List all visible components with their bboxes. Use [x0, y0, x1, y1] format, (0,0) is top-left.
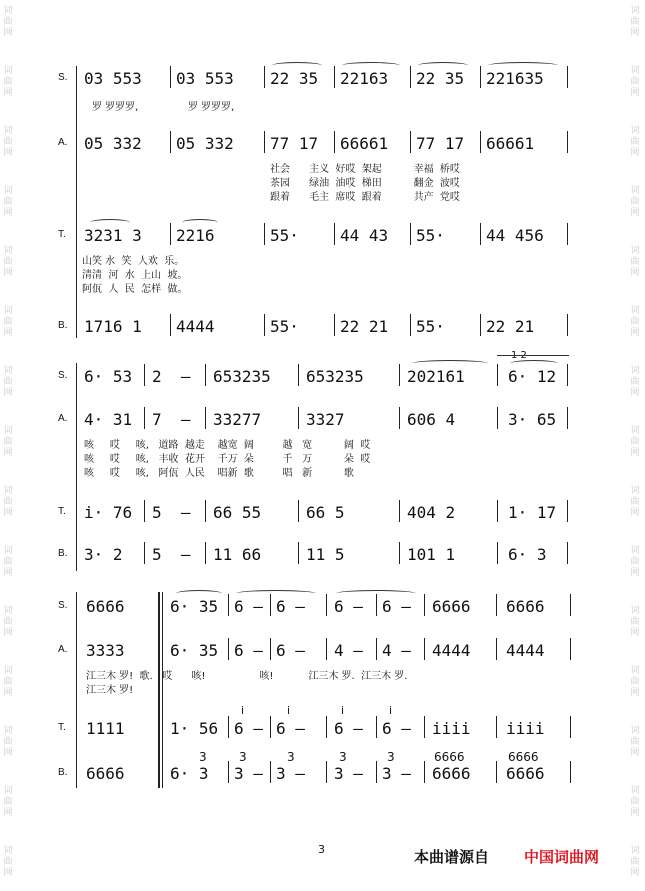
- watermark-text: 词 曲 网: [3, 306, 13, 338]
- barline: [376, 761, 377, 783]
- a1-m4: 66661: [340, 134, 389, 153]
- watermark-text: 词 曲 网: [3, 126, 13, 158]
- barline: [424, 716, 425, 738]
- page-number: 3: [318, 843, 325, 856]
- barline: [570, 638, 571, 660]
- t3-m8: iiii: [506, 719, 545, 738]
- s2-m1: 6· 53: [84, 367, 133, 386]
- watermark-text: 词 曲 网: [630, 126, 640, 158]
- t3-m4: 6 —: [276, 719, 305, 738]
- barline: [567, 314, 568, 336]
- s3-m8: 6666: [506, 597, 545, 616]
- barline: [376, 638, 377, 660]
- barline: [496, 638, 497, 660]
- voice-label-alto: A.: [58, 644, 68, 655]
- barline: [376, 716, 377, 738]
- t1-lyric-3: 阿佤 人 民 怎样 做。: [82, 284, 188, 295]
- barline: [270, 638, 271, 660]
- t3-m3: 6 —: [234, 719, 263, 738]
- b3-upper-7: 6666: [434, 750, 465, 764]
- t3-m1: 1111: [86, 719, 125, 738]
- barline: [298, 364, 299, 386]
- barline: [480, 66, 481, 88]
- barline: [170, 131, 171, 153]
- watermark-text: 词 曲 网: [630, 546, 640, 578]
- barline: [264, 223, 265, 245]
- tie-arc: [488, 62, 558, 69]
- barline: [205, 364, 206, 386]
- watermark-text: 词 曲 网: [630, 246, 640, 278]
- watermark-text: 词 曲 网: [3, 546, 13, 578]
- b2-m4: 11 5: [306, 545, 345, 564]
- b1-m1: 1716 1: [84, 317, 142, 336]
- b3-m1: 6666: [86, 764, 125, 783]
- tie-arc: [176, 590, 222, 597]
- b3-upper-4: 3: [339, 750, 347, 764]
- t2-m4: 66 5: [306, 503, 345, 522]
- barline: [270, 716, 271, 738]
- a3-m1: 3333: [86, 641, 125, 660]
- voice-label-tenor: T.: [58, 229, 66, 240]
- barline: [567, 407, 568, 429]
- barline: [480, 314, 481, 336]
- a3-m4: 6 —: [276, 641, 305, 660]
- barline: [570, 594, 571, 616]
- a1-lyric-1: 社会 主义 好哎 架起 幸福 桥哎: [270, 164, 460, 175]
- barline: [144, 407, 145, 429]
- t1-m1: 3231 3: [84, 226, 142, 245]
- a2-m1: 4· 31: [84, 410, 133, 429]
- barline: [170, 223, 171, 245]
- b3-m5: 3 —: [334, 764, 363, 783]
- s1-m1: 03 553: [84, 69, 142, 88]
- s3-m5: 6 —: [334, 597, 363, 616]
- b1-m5: 55·: [416, 317, 445, 336]
- a2-lyric-2: 咳 哎 咳, 丰收 花开 千万 朵 千 万 朵 哎: [84, 454, 371, 465]
- barline: [326, 638, 327, 660]
- t1-m5: 55·: [416, 226, 445, 245]
- barline: [334, 223, 335, 245]
- t3-m7: iiii: [432, 719, 471, 738]
- barline: [144, 500, 145, 522]
- voice-label-soprano: S.: [58, 600, 68, 611]
- barline: [480, 131, 481, 153]
- a3-lyric-2: 江三木 罗!: [86, 685, 134, 696]
- barline: [567, 66, 568, 88]
- watermark-text: 词 曲 网: [3, 246, 13, 278]
- t3-upper-4: i: [389, 704, 393, 717]
- barline: [326, 594, 327, 616]
- barline: [326, 716, 327, 738]
- barline: [497, 407, 498, 429]
- watermark-text: 词 曲 网: [630, 186, 640, 218]
- a1-m5: 77 17: [416, 134, 465, 153]
- t1-m3: 55·: [270, 226, 299, 245]
- barline: [424, 638, 425, 660]
- barline: [497, 542, 498, 564]
- a2-lyric-3: 咳 哎 咳, 阿佤 人民 唱新 歌 唱 新 歌: [84, 468, 354, 479]
- barline: [480, 223, 481, 245]
- watermark-text: 词 曲 网: [3, 846, 13, 878]
- barline: [570, 761, 571, 783]
- a2-lyric-1: 咳 哎 咳, 道路 越走 越宽 阔 越 宽 阔 哎: [84, 440, 371, 451]
- a2-m2: 7 —: [152, 410, 191, 429]
- watermark-text: 词 曲 网: [3, 486, 13, 518]
- barline: [567, 223, 568, 245]
- watermark-text: 词 曲 网: [3, 786, 13, 818]
- tie-arc: [510, 360, 558, 367]
- tie-arc: [272, 62, 322, 69]
- b2-m6: 6· 3: [508, 545, 547, 564]
- a3-lyric-1: 江三木 罗! 歌. 哎 咳! 咳! 江三木 罗. 江三木 罗.: [86, 671, 408, 682]
- watermark-text: 词 曲 网: [630, 486, 640, 518]
- barline: [497, 500, 498, 522]
- watermark-text: 词 曲 网: [630, 846, 640, 878]
- s3-m7: 6666: [432, 597, 471, 616]
- voice-label-bass: B.: [58, 767, 68, 778]
- voice-label-soprano: S.: [58, 370, 68, 381]
- barline: [326, 761, 327, 783]
- watermark-text: 词 曲 网: [630, 606, 640, 638]
- barline: [264, 131, 265, 153]
- barline: [170, 314, 171, 336]
- barline: [410, 66, 411, 88]
- t3-upper-2: i: [287, 704, 291, 717]
- barline: [399, 500, 400, 522]
- t2-m1: i· 76: [84, 503, 133, 522]
- t2-m5: 404 2: [407, 503, 456, 522]
- s2-m5: 202161: [407, 367, 465, 386]
- barline: [496, 761, 497, 783]
- barline: [144, 364, 145, 386]
- s1-m3: 22 35: [270, 69, 319, 88]
- b3-m2: 6· 3: [170, 764, 209, 783]
- barline: [264, 314, 265, 336]
- b3-upper-8: 6666: [508, 750, 539, 764]
- watermark-text: 词 曲 网: [630, 66, 640, 98]
- t1-m2: 2216: [176, 226, 215, 245]
- barline: [410, 314, 411, 336]
- s1-lyric-b: 罗 罗罗罗,: [188, 102, 235, 113]
- b3-upper-1: 3: [199, 750, 207, 764]
- a2-m3: 33277: [213, 410, 262, 429]
- repeat-barline: [162, 592, 163, 788]
- watermark-text: 词 曲 网: [3, 426, 13, 458]
- barline: [376, 594, 377, 616]
- tie-arc: [182, 219, 218, 226]
- barline: [497, 364, 498, 386]
- b3-m6: 3 —: [382, 764, 411, 783]
- volta-bracket: [497, 355, 569, 356]
- b1-m6: 22 21: [486, 317, 535, 336]
- barline: [228, 638, 229, 660]
- barline: [570, 716, 571, 738]
- barline: [205, 407, 206, 429]
- b3-upper-5: 3: [387, 750, 395, 764]
- t2-m3: 66 55: [213, 503, 262, 522]
- voice-label-tenor: T.: [58, 506, 66, 517]
- watermark-text: 词 曲 网: [630, 786, 640, 818]
- t1-lyric-2: 清清 河 水 上山 坡。: [82, 270, 188, 281]
- s1-m2: 03 553: [176, 69, 234, 88]
- footer-source-label: 本曲谱源自: [414, 848, 490, 866]
- voice-label-tenor: T.: [58, 722, 66, 733]
- volta-numbers: 1 2: [511, 350, 527, 361]
- a1-m6: 66661: [486, 134, 535, 153]
- barline: [410, 131, 411, 153]
- barline: [399, 407, 400, 429]
- watermark-text: 词 曲 网: [630, 726, 640, 758]
- b2-m3: 11 66: [213, 545, 262, 564]
- barline: [334, 314, 335, 336]
- tie-arc: [236, 590, 316, 597]
- watermark-text: 词 曲 网: [630, 306, 640, 338]
- barline: [567, 364, 568, 386]
- watermark-text: 词 曲 网: [3, 66, 13, 98]
- s3-m2: 6· 35: [170, 597, 219, 616]
- barline: [270, 761, 271, 783]
- b3-upper-2: 3: [239, 750, 247, 764]
- t3-upper-3: i: [341, 704, 345, 717]
- a1-m3: 77 17: [270, 134, 319, 153]
- t3-m5: 6 —: [334, 719, 363, 738]
- b3-m3: 3 —: [234, 764, 263, 783]
- barline: [334, 66, 335, 88]
- watermark-text: 词 曲 网: [3, 6, 13, 38]
- barline: [334, 131, 335, 153]
- barline: [567, 131, 568, 153]
- barline: [270, 594, 271, 616]
- barline: [144, 542, 145, 564]
- s2-m6: 6· 12: [508, 367, 557, 386]
- barline: [228, 761, 229, 783]
- barline: [228, 594, 229, 616]
- a2-m4: 3327: [306, 410, 345, 429]
- barline: [496, 594, 497, 616]
- barline: [567, 542, 568, 564]
- t1-m4: 44 43: [340, 226, 389, 245]
- barline: [298, 407, 299, 429]
- s3-m4: 6 —: [276, 597, 305, 616]
- a3-m7: 4444: [432, 641, 471, 660]
- b2-m2: 5 —: [152, 545, 191, 564]
- tie-arc: [412, 360, 488, 367]
- barline: [424, 761, 425, 783]
- barline: [205, 542, 206, 564]
- a1-m1: 05 332: [84, 134, 142, 153]
- b3-upper-3: 3: [287, 750, 295, 764]
- s3-m3: 6 —: [234, 597, 263, 616]
- b2-m5: 101 1: [407, 545, 456, 564]
- voice-label-soprano: S.: [58, 72, 68, 83]
- tie-arc: [342, 62, 400, 69]
- watermark-text: 词 曲 网: [3, 606, 13, 638]
- watermark-text: 词 曲 网: [3, 186, 13, 218]
- b1-m2: 4444: [176, 317, 215, 336]
- t1-m6: 44 456: [486, 226, 544, 245]
- b2-m1: 3· 2: [84, 545, 123, 564]
- voice-label-alto: A.: [58, 413, 68, 424]
- barline: [567, 500, 568, 522]
- s1-m6: 221635: [486, 69, 544, 88]
- voice-label-bass: B.: [58, 320, 68, 331]
- footer-site-name: 中国词曲网: [524, 848, 600, 866]
- s1-m4: 22163: [340, 69, 389, 88]
- watermark-text: 词 曲 网: [630, 6, 640, 38]
- a3-m2: 6· 35: [170, 641, 219, 660]
- s1-m5: 22 35: [416, 69, 465, 88]
- barline: [298, 542, 299, 564]
- voice-label-bass: B.: [58, 548, 68, 559]
- watermark-text: 词 曲 网: [630, 366, 640, 398]
- t2-m2: 5 —: [152, 503, 191, 522]
- barline: [228, 716, 229, 738]
- a3-m8: 4444: [506, 641, 545, 660]
- b3-m7: 6666: [432, 764, 471, 783]
- a1-lyric-3: 跟着 毛主 席哎 跟着 共产 党哎: [270, 192, 460, 203]
- barline: [410, 223, 411, 245]
- barline: [496, 716, 497, 738]
- barline: [399, 364, 400, 386]
- tie-arc: [90, 219, 130, 226]
- s2-m4: 653235: [306, 367, 364, 386]
- t1-lyric-1: 山笑 水 笑 人欢 乐。: [82, 256, 185, 267]
- voice-label-alto: A.: [58, 137, 68, 148]
- barline: [170, 66, 171, 88]
- s2-m2: 2 —: [152, 367, 191, 386]
- b1-m3: 55·: [270, 317, 299, 336]
- a1-lyric-2: 茶园 绿油 油哎 梯田 翻金 波哎: [270, 178, 460, 189]
- s3-m1: 6666: [86, 597, 125, 616]
- system-brace: [76, 66, 77, 338]
- system-brace: [76, 592, 77, 788]
- barline: [424, 594, 425, 616]
- watermark-text: 词 曲 网: [3, 366, 13, 398]
- s1-lyric-a: 罗 罗罗罗,: [92, 102, 139, 113]
- watermark-text: 词 曲 网: [3, 666, 13, 698]
- watermark-text: 词 曲 网: [630, 666, 640, 698]
- barline: [298, 500, 299, 522]
- t3-m6: 6 —: [382, 719, 411, 738]
- a2-m5: 606 4: [407, 410, 456, 429]
- a3-m5: 4 —: [334, 641, 363, 660]
- s2-m3: 653235: [213, 367, 271, 386]
- watermark-text: 词 曲 网: [3, 726, 13, 758]
- repeat-barline: [158, 592, 160, 788]
- t2-m6: 1· 17: [508, 503, 557, 522]
- a3-m3: 6 —: [234, 641, 263, 660]
- watermark-text: 词 曲 网: [630, 426, 640, 458]
- a2-m6: 3· 65: [508, 410, 557, 429]
- a3-m6: 4 —: [382, 641, 411, 660]
- system-brace: [76, 363, 77, 571]
- t3-upper-1: i: [241, 704, 245, 717]
- b1-m4: 22 21: [340, 317, 389, 336]
- a1-m2: 05 332: [176, 134, 234, 153]
- barline: [264, 66, 265, 88]
- b3-m8: 6666: [506, 764, 545, 783]
- tie-arc: [336, 590, 416, 597]
- s3-m6: 6 —: [382, 597, 411, 616]
- barline: [205, 500, 206, 522]
- b3-m4: 3 —: [276, 764, 305, 783]
- tie-arc: [418, 62, 468, 69]
- t3-m2: 1· 56: [170, 719, 219, 738]
- barline: [399, 542, 400, 564]
